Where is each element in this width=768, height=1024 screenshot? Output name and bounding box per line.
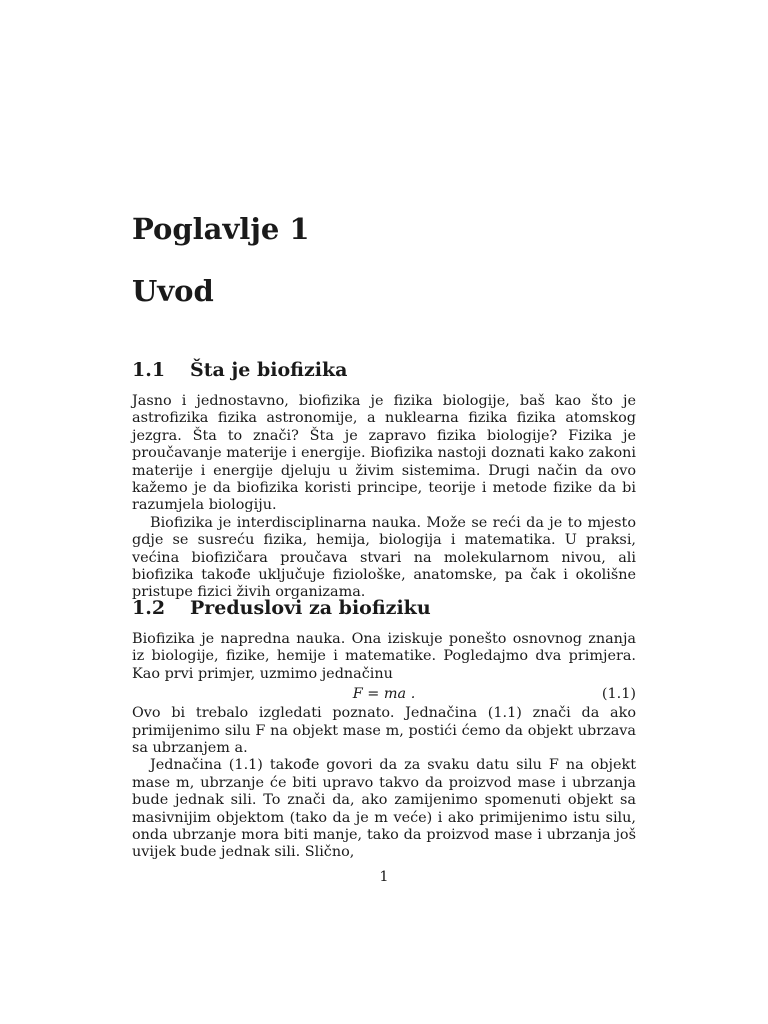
chapter-title: Uvod (132, 274, 214, 308)
section-number: 1.1 (132, 359, 166, 381)
section-heading-1-2 (132, 596, 431, 620)
paragraph: Ovo bi trebalo izgledati poznato. Jednačina (1.1) znači da ako primijenimo silu F na objekt mase m, postići ćemo da objekt ubrzava sa ubrzanjem a. (132, 705, 636, 757)
page-number: 1 (379, 869, 389, 885)
section-1-2-body (132, 631, 636, 862)
paragraph: Biofizika je interdisciplinarna nauka. Može se reći da je to mjesto gdje se susreću fizika, hemija, biologija i matematika. U praksi, većina biofizičara proučava stvari na molekularnom nivou, ali biofizika takođe uključuje fiziološke, anatomske, pa čak i okolišne pristupe fizici živih organizama. (132, 514, 636, 601)
section-number: 1.2 (132, 597, 166, 619)
equation (132, 683, 636, 705)
paragraph: Jednačina (1.1) takođe govori da za svaku datu silu F na objekt mase m, ubrzanje će biti upravo takvo da proizvod mase i ubrzanja bude jednak sili. To znači da, ako zamijenimo spomenuti objekt sa masivnijim objektom (tako da je m veće) i ako primijenimo istu silu, onda ubrzanje mora biti manje, tako da proizvod mase i ubrzanja još uvijek bude jednak sili. Slično, (132, 757, 636, 861)
chapter-label: Poglavlje 1 (132, 212, 310, 246)
section-title: Šta je biofizika (190, 359, 348, 381)
equation-body: F = ma . (352, 686, 416, 703)
paragraph: Biofizika je napredna nauka. Ona iziskuje ponešto osnovnog znanja iz biologije, fizike, hemije i matematike. Pogledajmo dva primjera. Kao prvi primjer, uzmimo jednačinu (132, 631, 636, 682)
section-1-1-body (132, 393, 636, 602)
section-title: Preduslovi za biofiziku (190, 597, 431, 619)
paragraph: Jasno i jednostavno, biofizika je fizika biologije, baš kao što je astrofizika fizika astronomije, a nuklearna fizika fizika atomskog jezgra. Šta to znači? Šta je zapravo fizika biologije? Fizika je proučavanje materije i energije. Biofizika nastoji doznati kako zakoni materije i energije djeluju u živim sistemima. Drugi način da ovo kažemo je da biofizika koristi principe, teorije i metode fizike da bi razumjela biologiju. (132, 393, 636, 514)
section-heading-1-1 (132, 358, 347, 382)
equation-number: (1.1) (601, 686, 636, 703)
